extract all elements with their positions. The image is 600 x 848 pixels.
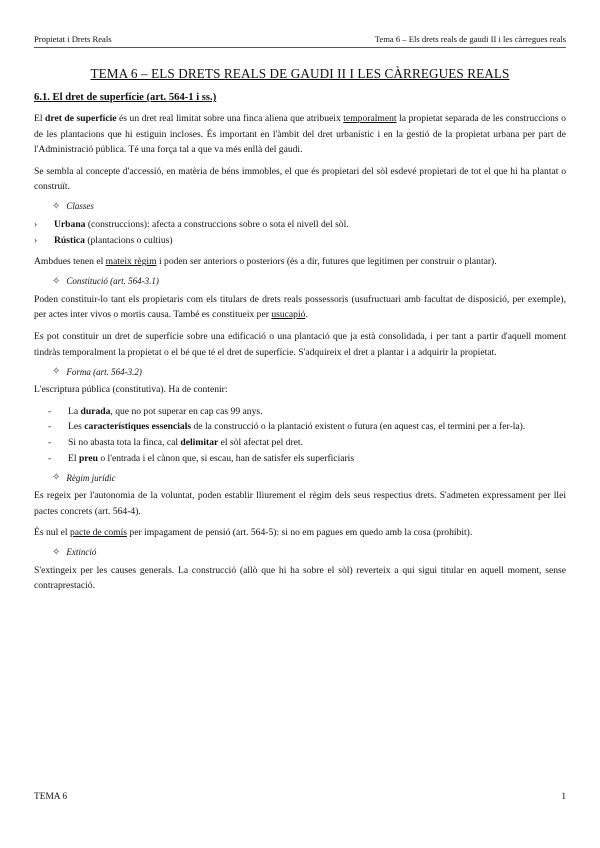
list-item [34, 217, 566, 233]
paragraph-constitucio-2: Es pot constituir un dret de superfície sobre una edificació o una plantació que ja està consolidada, i per tant a partir d'aquell moment tindràs temporalment la propietat o el bé que té el dret de superfície. S'adquireix el dret a plantar i a adquirir la propietat. [34, 330, 566, 358]
text-run: de la construcció o la plantació existent o futura (en aquest cas, el termini per a fer-la). [191, 421, 526, 433]
text-run: El [34, 113, 46, 124]
footer-left: TEMA 6 [34, 792, 68, 802]
text-run: Les [68, 421, 85, 433]
chevron-right-icon: › [34, 234, 38, 246]
page-header [34, 34, 566, 48]
diamond-bullet-icon: ✧ [52, 546, 61, 558]
text-run: o l'entrada i el cànon que, si escau, han de satisfer els superficiaris [97, 452, 355, 464]
text-run: És nul el [34, 527, 70, 539]
list-item [48, 451, 566, 467]
section-heading: 6.1. El dret de superfície (art. 564-1 i ss.) [34, 92, 217, 103]
text-run: (construccions): afecta a construccions sobre o sota el nivell del sòl. [85, 218, 349, 230]
text-run: La [68, 405, 81, 417]
paragraph-definition [34, 111, 566, 158]
subheading-extincio [52, 547, 566, 558]
text-run: Poden constituir-lo tant els propietaris com els titulars de drets reals possessoris (usufructuari amb facultat de disposició, per exemple), per actes inter vivos o mortis causa. També es constitueix per [34, 293, 566, 321]
paragraph-ambdues [34, 254, 566, 270]
list-item-text [68, 435, 566, 451]
dash-bullet: - [48, 421, 52, 433]
subheading-label: Classes [66, 201, 94, 212]
text-run: (plantacions o cultius) [84, 234, 173, 246]
text-run: i poden ser anteriors o posteriors (és a dir, futures que legitimen per construir o plantar). [156, 256, 497, 268]
subheading-constitucio [52, 276, 566, 287]
page-number: 1 [561, 792, 566, 802]
text-run: el sòl afectat pel dret. [218, 436, 303, 448]
list-item [48, 404, 566, 420]
underlined-term: mateix règim [105, 256, 157, 268]
paragraph-forma-intro: L'escriptura pública (constitutiva). Ha de contenir: [34, 384, 228, 396]
subheading-label: Forma (art. 564-3.2) [66, 366, 142, 377]
forma-list [48, 404, 566, 466]
diamond-bullet-icon: ✧ [52, 472, 61, 484]
subheading-classes [52, 201, 566, 212]
dash-bullet: - [48, 452, 52, 464]
list-item-text [68, 404, 566, 420]
subheading-label: Extinció [66, 547, 97, 558]
text-run: . [305, 309, 308, 321]
paragraph-regim-1: Es regeix per l'autonomia de la voluntat, poden establir lliurement el règim dels seus respectius drets. S'admeten expressament per llei pactes concrets (art. 564-4). [34, 490, 566, 517]
dash-bullet: - [48, 436, 52, 448]
text-run: , que no pot superar en cap cas 99 anys. [110, 405, 263, 417]
bold-term: Rústica [54, 234, 85, 246]
paragraph-constitucio-1 [34, 292, 566, 323]
page-content [34, 66, 566, 600]
page-footer [34, 792, 566, 802]
header-right: Tema 6 – Els drets reals de gaudi II i les càrregues reals [374, 34, 566, 44]
subheading-forma [52, 366, 566, 377]
list-item [34, 233, 566, 249]
header-left: Propietat i Drets Reals [34, 34, 112, 44]
subheading-label: Constitució (art. 564-3.1) [66, 276, 159, 287]
text-run: és un dret real limitat sobre una finca aliena que atribueix [116, 113, 344, 124]
underlined-term: usucapió [271, 309, 306, 321]
list-item-text [54, 233, 566, 249]
text-run: per impagament de pensió (art. 564-5): si no em pagues em quedo amb la cosa (prohibit). [127, 527, 473, 539]
paragraph-extincio: S'extingeix per les causes generals. La construcció (allò que hi ha sobre el sòl) reverteix a qui sigui titular en aquell moment, sense contraprestació. [34, 564, 566, 592]
bold-term: preu [78, 452, 98, 464]
classes-list [34, 217, 566, 248]
list-item [48, 419, 566, 435]
chevron-right-icon: › [34, 218, 38, 230]
bold-term: delimitar [180, 436, 219, 448]
underlined-term: temporalment [343, 113, 397, 124]
document-title: TEMA 6 – ELS DRETS REALS DE GAUDI II I LES CÀRREGUES REALS [90, 66, 510, 81]
subheading-label: Règim jurídic [66, 472, 116, 483]
bold-term: Urbana [54, 218, 86, 230]
text-run: la propietat separada de les construccions o de les plantacions que hi estiguin incloses. És important en l'àmbit del dret urbanístic i en la gestió de la propietat urbana per part de l'Administració pública. Té una força tal a que va més enllà del gaudi. [34, 113, 566, 156]
paragraph-accessio: Se sembla al concepte d'accessió, en matèria de béns immobles, el que és propietari del sòl esdevé propietari de tot el que hi ha plantat o construït. [34, 165, 566, 193]
bold-term: dret de superfície [45, 113, 117, 124]
list-item-text [68, 451, 566, 467]
bold-term: durada [80, 405, 111, 417]
underlined-term: pacte de comís [69, 527, 127, 539]
diamond-bullet-icon: ✧ [52, 200, 61, 212]
bold-term: característiques essencials [84, 421, 192, 433]
text-run: El [68, 452, 79, 464]
list-item-text [54, 217, 566, 233]
text-run: Ambdues tenen el [34, 256, 106, 268]
list-item-text [68, 419, 566, 435]
diamond-bullet-icon: ✧ [52, 366, 61, 378]
paragraph-regim-2 [34, 525, 566, 541]
dash-bullet: - [48, 405, 52, 417]
list-item [48, 435, 566, 451]
subheading-regim [52, 472, 566, 483]
diamond-bullet-icon: ✧ [52, 275, 61, 287]
text-run: Si no abasta tota la finca, cal [68, 436, 181, 448]
